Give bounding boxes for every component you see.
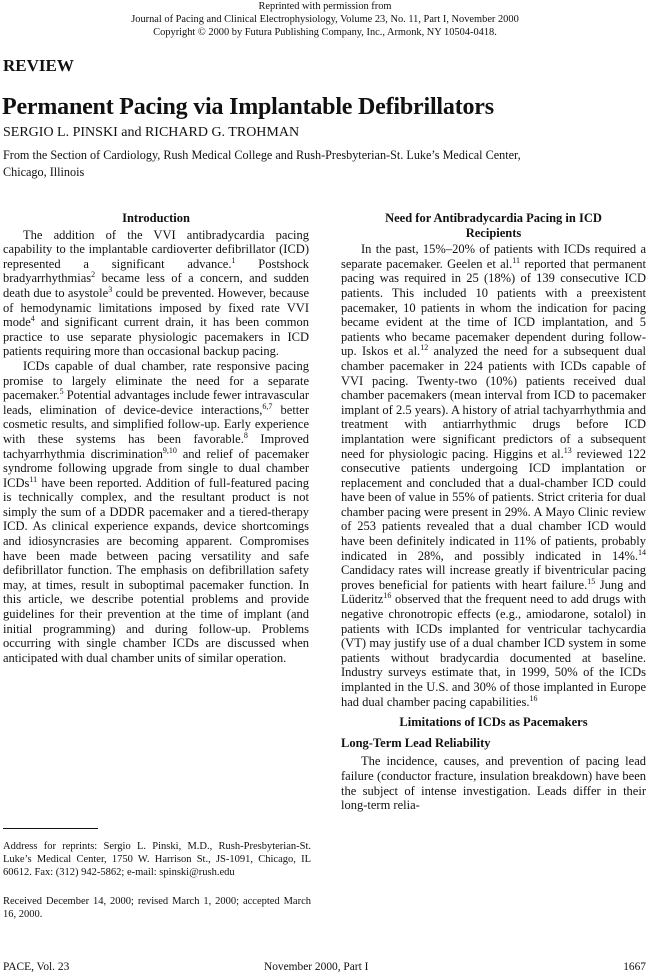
section-label: REVIEW <box>3 56 74 75</box>
right-column <box>341 211 646 813</box>
authors: SERGIO L. PINSKI and RICHARD G. TROHMAN <box>3 125 300 140</box>
paragraph: ICDs capable of dual chamber, rate responsive pacing promise to largely eliminate the need for a separate pacemaker.$^5$ Potential advantages include fewer intravascular leads, elimination of device-device interactions,$^{6,7}$ better cosmetic results, and simplified follow-up. Early experience with these systems has been favorable.$^8$ Improved tachyarrhythmia discrimination$^{9,10}$ and relief of pacemaker syndrome following upgrade from single to dual chamber ICDs$^{11}$ have been reported. Addition of full-featured pacing is technically complex, and the resultant product is not simply the sum of a DDDR pacemaker and a tiered-therapy ICD. As clinical experience expands, device shortcomings and idiosyncrasies are becoming apparent. Compromises have been made between pacing versatility and safe defibrillator function. The emphasis on defibrillation safety may, at times, result in suboptimal pacemaker function. In this article, we describe potential problems and provide guidelines for their prevention at the time of implant (and initial programming) and during follow-up. Problems occurring with single chamber ICDs are discussed when anticipated with dual chamber units of similar operation. <box>3 358 309 665</box>
footnote-rule <box>3 828 98 829</box>
reference-superscript: 1 <box>231 255 236 265</box>
reference-superscript: 2 <box>91 270 96 280</box>
article-title: Permanent Pacing via Implantable Defibrillators <box>2 94 494 120</box>
footnote-received: Received December 14, 2000; revised March 1, 2000; accepted March 16, 2000. <box>3 896 311 921</box>
reference-superscript: 3 <box>108 284 113 294</box>
reprint-notice: Reprinted with permission from <box>258 1 392 12</box>
reference-superscript: 11 <box>29 474 38 484</box>
heading-need-for-pacing: Need for Antibradycardia Pacing in ICD Recipients <box>385 211 602 240</box>
heading-introduction: Introduction <box>122 211 190 225</box>
affiliation: From the Section of Cardiology, Rush Medical College and Rush-Presbyterian-St. Luke’s Medical Center, Chicago, Illinois <box>3 148 521 179</box>
journal-citation: Journal of Pacing and Clinical Electrophysiology, Volume 23, No. 11, Part I, November 2000 <box>131 14 519 25</box>
subheading-lead-reliability: Long-Term Lead Reliability <box>341 735 491 750</box>
left-column <box>3 211 309 665</box>
heading-limitations: Limitations of ICDs as Pacemakers <box>399 715 588 730</box>
footer-journal: PACE, Vol. 23 <box>3 961 70 973</box>
reference-superscript: 8 <box>243 430 248 440</box>
reference-superscript: 12 <box>420 343 429 353</box>
reference-superscript: 4 <box>30 314 35 323</box>
copyright-line: Copyright © 2000 by Futura Publishing Company, Inc., Armonk, NY 10504-0418. <box>153 27 497 38</box>
reference-superscript: 11 <box>512 255 520 265</box>
reference-superscript: 6,7 <box>262 401 273 411</box>
reference-superscript: 13 <box>563 445 572 455</box>
footer-date: November 2000, Part I <box>264 961 369 973</box>
reference-superscript: 5 <box>59 386 64 396</box>
reference-superscript: 16 <box>383 591 392 601</box>
paragraph: The addition of the VVI antibradycardia pacing capability to the implantable cardioverter defibrillator (ICD) represented a significant advance.$^1$ Postshock bradyarrhythmias$^2$ became less of a concern, and sudden death due to asystole$^3$ could be prevented. However, because of hemodynamic limitations imposed by fixed rate VVI mode$^4$ and significant current drain, it has been common practice to use separate physiologic pacemakers in ICD patients requiring more than occasional backup pacing. <box>3 227 309 359</box>
reference-superscript: 9,10 <box>162 445 177 455</box>
page-number: 1667 <box>623 961 646 973</box>
reference-superscript: 15 <box>587 576 596 586</box>
paragraph: The incidence, causes, and prevention of pacing lead failure (conductor fracture, insulation breakdown) have been the subject of intense investigation. Leads differ in their long-term relia- <box>341 754 646 813</box>
reference-superscript: 16 <box>529 693 538 703</box>
reference-superscript: 14 <box>638 547 646 557</box>
footnote-address: Address for reprints: Sergio L. Pinski, M.D., Rush-Presbyterian-St. Luke’s Medical Center, 1750 W. Harrison St., JS-1091, Chicago, IL 60612. Fax: (312) 942-5862; e-mail: spinski@rush.edu <box>3 841 311 879</box>
paragraph: In the past, 15%–20% of patients with ICDs required a separate pacemaker. Geelen et al.$^{11}$ reported that permanent pacing was required in 25 (18%) of 139 consecutive ICD patients. This included 10 patients with a preexistent pacemaker, 10 patients in whom the indication for pacing became evident at the time of ICD implantation, and 5 patients who became pacemaker dependent during follow-up. Iskos et al.$^{12}$ analyzed the need for a subsequent dual chamber pacemaker in 224 patients with ICDs capable of VVI pacing. Twenty-two (10%) patients received dual chamber pacemakers (mean interval from ICD to pacemaker implant of 2.5 years). A history of atrial tachyarrhythmia and treatment with antiarrhythmic drugs before ICD implantation were significant predictors of a subsequent need for physiologic pacing. Higgins et al.$^{13}$ reviewed 122 consecutive patients undergoing ICD implantation or replacement and concluded that a dual-chamber ICD could have been of value in 55% of patients. Strict criteria for dual chamber pacing were present in 29%. A Mayo Clinic review of 253 patients revealed that a dual chamber ICD would have been definitely indicated in 11% of patients, probably indicated in 28%, and possibly indicated in 14%.$^{14}$ Candidacy rates will increase greatly if biventricular pacing proves beneficial for patients with heart failure.$^{15}$ Jung and Lüderitz$^{16}$ observed that the frequent need to add drugs with negative chronotropic effects (e.g., amiodarone, sotalol) in patients with ICDs implanted for ventricular tachycardia (VT) may justify use of a dual chamber ICD system in some patients without bradycardia documented at baseline. Industry surveys estimate that, in 1999, 50% of the ICDs implanted in the U.S. and 30% of those implanted in Europe had dual chamber pacing capabilities.$^{16}$ <box>341 242 647 709</box>
